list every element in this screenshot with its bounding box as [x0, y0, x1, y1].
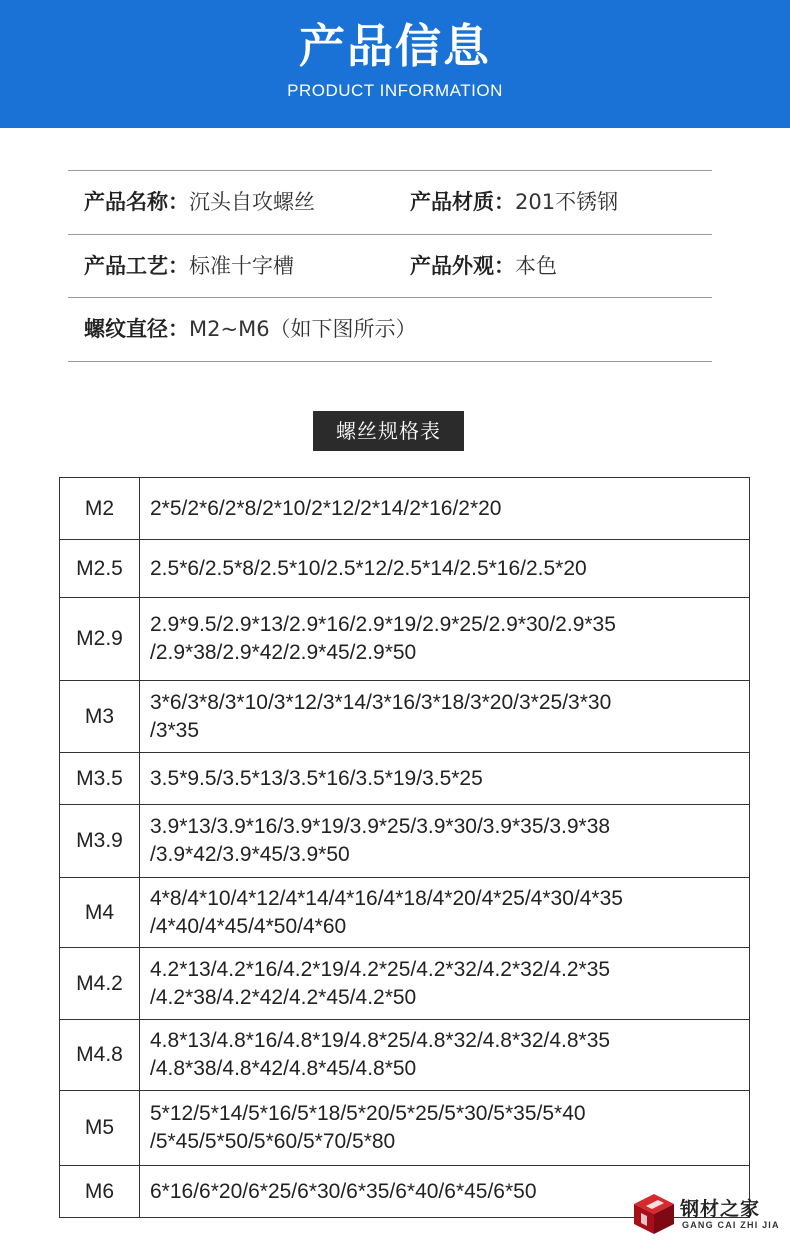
spec-lengths-line: 2.9*9.5/2.9*13/2.9*16/2.9*19/2.9*25/2.9*30/2.9*35	[150, 613, 616, 636]
spec-lengths-cell	[140, 598, 750, 681]
info-label: 产品材质：	[410, 190, 515, 214]
spec-lengths-line: 3.9*13/3.9*16/3.9*19/3.9*25/3.9*30/3.9*35/3.9*38	[150, 815, 611, 838]
info-value: M2~M6（如下图所示）	[189, 317, 417, 341]
spec-lengths-cell	[140, 948, 750, 1020]
header-banner	[0, 0, 790, 128]
spec-row	[60, 478, 750, 540]
product-info-table	[68, 170, 712, 362]
spec-lengths-cell	[140, 1091, 750, 1166]
spec-lengths-line: 4.8*13/4.8*16/4.8*19/4.8*25/4.8*32/4.8*32/4.8*35	[150, 1029, 611, 1052]
spec-lengths-line: 5*12/5*14/5*16/5*18/5*20/5*25/5*30/5*35/5*40	[150, 1102, 586, 1125]
brand-logo	[630, 1190, 790, 1240]
spec-size-cell: M4	[60, 878, 140, 948]
spec-lengths-line: /3*35	[150, 718, 200, 742]
spec-lengths-line: 6*16/6*20/6*25/6*30/6*35/6*40/6*45/6*50	[150, 1179, 537, 1203]
info-label: 产品工艺：	[84, 253, 189, 278]
spec-lengths-cell	[140, 540, 750, 598]
spec-size-cell: M5	[60, 1091, 140, 1166]
spec-lengths-line: /3.9*42/3.9*45/3.9*50	[150, 843, 350, 866]
info-value: 本色	[515, 253, 557, 278]
info-item-name	[84, 171, 315, 233]
spec-lengths-cell	[140, 753, 750, 805]
spec-size-cell: M2.9	[60, 598, 140, 681]
spec-size-cell: M3	[60, 681, 140, 753]
spec-lengths-cell	[140, 681, 750, 753]
info-label: 产品外观：	[410, 253, 515, 278]
info-row	[68, 298, 712, 362]
page-title: 产品信息	[299, 19, 491, 73]
spec-row	[60, 1091, 750, 1166]
spec-size-cell: M6	[60, 1166, 140, 1218]
spec-lengths-line: 3.5*9.5/3.5*13/3.5*16/3.5*19/3.5*25	[150, 766, 483, 790]
spec-lengths-line: /4*40/4*45/4*50/4*60	[150, 914, 347, 938]
spec-size-cell: M2	[60, 478, 140, 540]
info-item-appearance	[410, 235, 557, 297]
page-subtitle: PRODUCT INFORMATION	[287, 81, 503, 100]
logo-name-en: GANG CAI ZHI JIA	[682, 1220, 780, 1230]
logo-name-cn: 钢材之家	[680, 1198, 761, 1220]
spec-row	[60, 598, 750, 681]
spec-lengths-line: /2.9*38/2.9*42/2.9*45/2.9*50	[150, 641, 417, 664]
spec-lengths-cell	[140, 878, 750, 948]
info-label: 螺纹直径：	[84, 317, 189, 341]
spec-lengths-cell	[140, 478, 750, 540]
spec-lengths-line: /4.8*38/4.8*42/4.8*45/4.8*50	[150, 1057, 417, 1080]
info-value: 沉头自攻螺丝	[189, 190, 315, 214]
spec-row	[60, 805, 750, 878]
spec-row	[60, 878, 750, 948]
spec-lengths-cell	[140, 1020, 750, 1091]
spec-lengths-line: 3*6/3*8/3*10/3*12/3*14/3*16/3*18/3*20/3*25/3*30	[150, 690, 612, 714]
red-cube-logo-icon	[632, 1192, 676, 1236]
spec-row	[60, 540, 750, 598]
info-item-material	[410, 171, 618, 233]
spec-lengths-line: 4.2*13/4.2*16/4.2*19/4.2*25/4.2*32/4.2*32/4.2*35	[150, 957, 611, 981]
spec-lengths-line: 2*5/2*6/2*8/2*10/2*12/2*14/2*16/2*20	[150, 496, 502, 520]
spec-lengths-line: /5*45/5*50/5*60/5*70/5*80	[150, 1130, 396, 1153]
spec-lengths-line: 2.5*6/2.5*8/2.5*10/2.5*12/2.5*14/2.5*16/2.5*20	[150, 556, 587, 580]
spec-size-cell: M3.9	[60, 805, 140, 878]
spec-row	[60, 681, 750, 753]
info-row	[68, 171, 712, 235]
spec-size-cell: M3.5	[60, 753, 140, 805]
spec-row	[60, 948, 750, 1020]
info-value: 标准十字槽	[189, 253, 294, 278]
spec-size-cell: M2.5	[60, 540, 140, 598]
info-item-process	[84, 235, 294, 297]
spec-lengths-cell	[140, 805, 750, 878]
spec-row	[60, 1020, 750, 1091]
spec-table-title: 螺丝规格表	[313, 411, 464, 451]
info-label: 产品名称：	[84, 190, 189, 214]
info-row	[68, 235, 712, 299]
info-value: 201不锈钢	[515, 190, 619, 214]
info-item-thread-diameter	[84, 298, 417, 360]
spec-row	[60, 753, 750, 805]
spec-lengths-line: 4*8/4*10/4*12/4*14/4*16/4*18/4*20/4*25/4*30/4*35	[150, 886, 623, 910]
spec-lengths-line: /4.2*38/4.2*42/4.2*45/4.2*50	[150, 985, 417, 1009]
spec-table	[59, 477, 750, 1218]
spec-size-cell: M4.8	[60, 1020, 140, 1091]
spec-size-cell: M4.2	[60, 948, 140, 1020]
